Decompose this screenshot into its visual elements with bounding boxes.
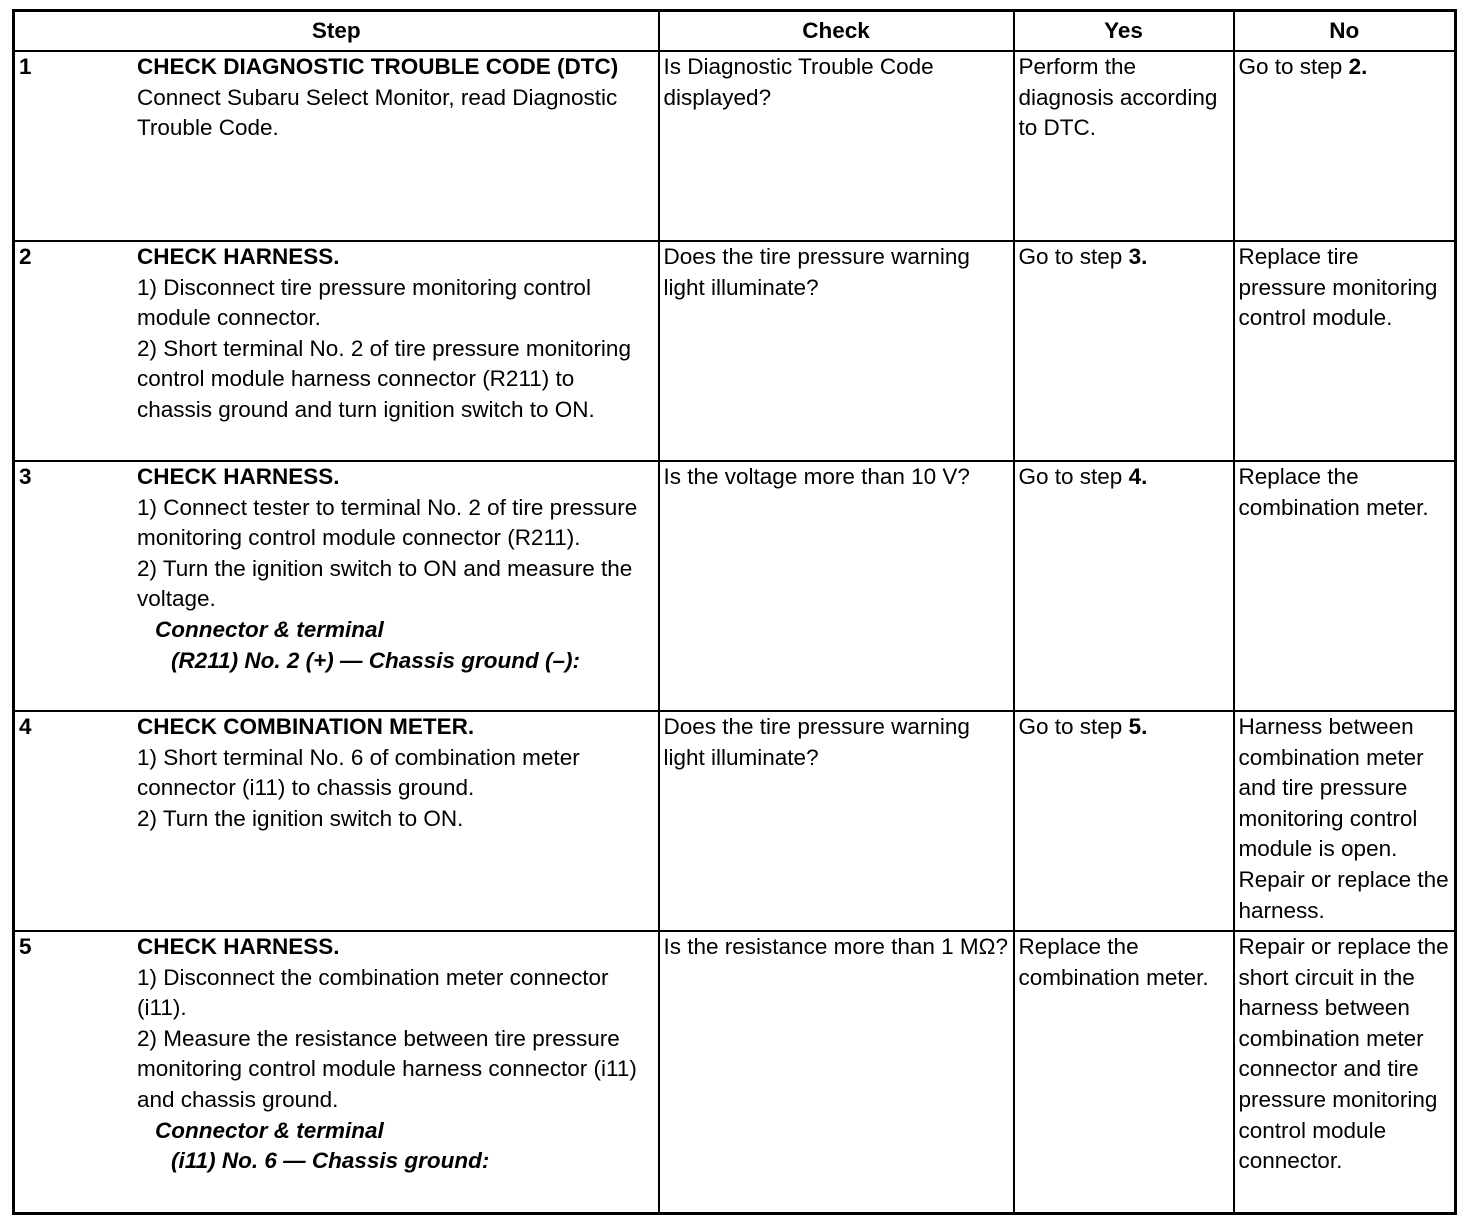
yes-text: Go to step	[1018, 714, 1129, 739]
yes-text: Go to step	[1018, 244, 1129, 269]
step-cell	[14, 51, 659, 241]
step-cell	[14, 931, 659, 1213]
check-cell: Does the tire pressure warning light illuminate?	[659, 711, 1014, 931]
check-cell: Is Diagnostic Trouble Code displayed?	[659, 51, 1014, 241]
check-cell: Is the resistance more than 1 MΩ?	[659, 931, 1014, 1213]
diagnostic-table	[12, 9, 1457, 1215]
connector-label: Connector & terminal	[155, 1117, 384, 1143]
connector-label: Connector & terminal	[155, 616, 384, 642]
yes-step-ref: 3.	[1128, 244, 1148, 269]
step-title: CHECK HARNESS.	[137, 244, 340, 269]
yes-step-ref: 4.	[1128, 464, 1148, 489]
step-instruction: 2) Measure the resistance between tire pressure monitoring control module harness connector (i11) and chassis ground.	[137, 1025, 637, 1112]
no-step-ref: 2.	[1348, 54, 1368, 79]
check-cell: Is the voltage more than 10 V?	[659, 461, 1014, 711]
step-instruction: 2) Turn the ignition switch to ON.	[137, 805, 464, 831]
step-cell	[14, 241, 659, 461]
step-number: 5	[19, 934, 32, 959]
table-row	[14, 711, 1456, 931]
step-instruction: 2) Turn the ignition switch to ON and measure the voltage.	[137, 555, 633, 612]
connector-terminal-spec: (i11) No. 6 — Chassis ground:	[171, 1148, 490, 1174]
yes-cell	[1014, 461, 1234, 711]
no-cell	[1234, 51, 1456, 241]
table-row	[14, 241, 1456, 461]
yes-cell: Perform the diagnosis according to DTC.	[1014, 51, 1234, 241]
step-number: 3	[19, 464, 32, 489]
table-row	[14, 51, 1456, 241]
table-row	[14, 931, 1456, 1213]
header-no: No	[1234, 11, 1456, 52]
header-yes: Yes	[1014, 11, 1234, 52]
step-instruction: 1) Short terminal No. 6 of combination meter connector (i11) to chassis ground.	[137, 744, 580, 801]
yes-cell: Replace the combination meter.	[1014, 931, 1234, 1213]
step-title: CHECK COMBINATION METER.	[137, 714, 475, 739]
yes-step-ref: 5.	[1128, 714, 1148, 739]
step-cell	[14, 711, 659, 931]
yes-cell	[1014, 711, 1234, 931]
step-instruction: 1) Disconnect tire pressure monitoring control module connector.	[137, 274, 591, 331]
step-instruction: 1) Disconnect the combination meter connector (i11).	[137, 964, 609, 1021]
step-title: CHECK HARNESS.	[137, 934, 340, 959]
step-instruction: 2) Short terminal No. 2 of tire pressure monitoring control module harness connector (R211) to chassis ground and turn ignition switch to ON.	[137, 335, 631, 422]
no-cell: Replace the combination meter.	[1234, 461, 1456, 711]
no-cell: Replace tire pressure monitoring control module.	[1234, 241, 1456, 461]
check-cell: Does the tire pressure warning light illuminate?	[659, 241, 1014, 461]
table-row	[14, 461, 1456, 711]
step-instruction: 1) Connect tester to terminal No. 2 of tire pressure monitoring control module connector (R211).	[137, 494, 638, 551]
no-cell: Repair or replace the short circuit in the harness between combination meter connector and tire pressure monitoring control module connector.	[1234, 931, 1456, 1213]
connector-terminal-spec: (R211) No. 2 (+) — Chassis ground (–):	[171, 647, 581, 673]
yes-cell	[1014, 241, 1234, 461]
step-title: CHECK HARNESS.	[137, 464, 340, 489]
step-cell	[14, 461, 659, 711]
step-title: CHECK DIAGNOSTIC TROUBLE CODE (DTC)	[137, 54, 619, 79]
header-check: Check	[659, 11, 1014, 52]
step-number: 4	[19, 714, 32, 739]
yes-text: Go to step	[1018, 464, 1129, 489]
step-number: 1	[19, 54, 32, 79]
no-text: Go to step	[1238, 54, 1349, 79]
no-cell: Harness between combination meter and tire pressure monitoring control module is open. Repair or replace the harness.	[1234, 711, 1456, 931]
step-number: 2	[19, 244, 32, 269]
step-instruction: Connect Subaru Select Monitor, read Diagnostic Trouble Code.	[137, 84, 618, 141]
header-step: Step	[14, 11, 659, 52]
header-row	[14, 11, 1456, 52]
